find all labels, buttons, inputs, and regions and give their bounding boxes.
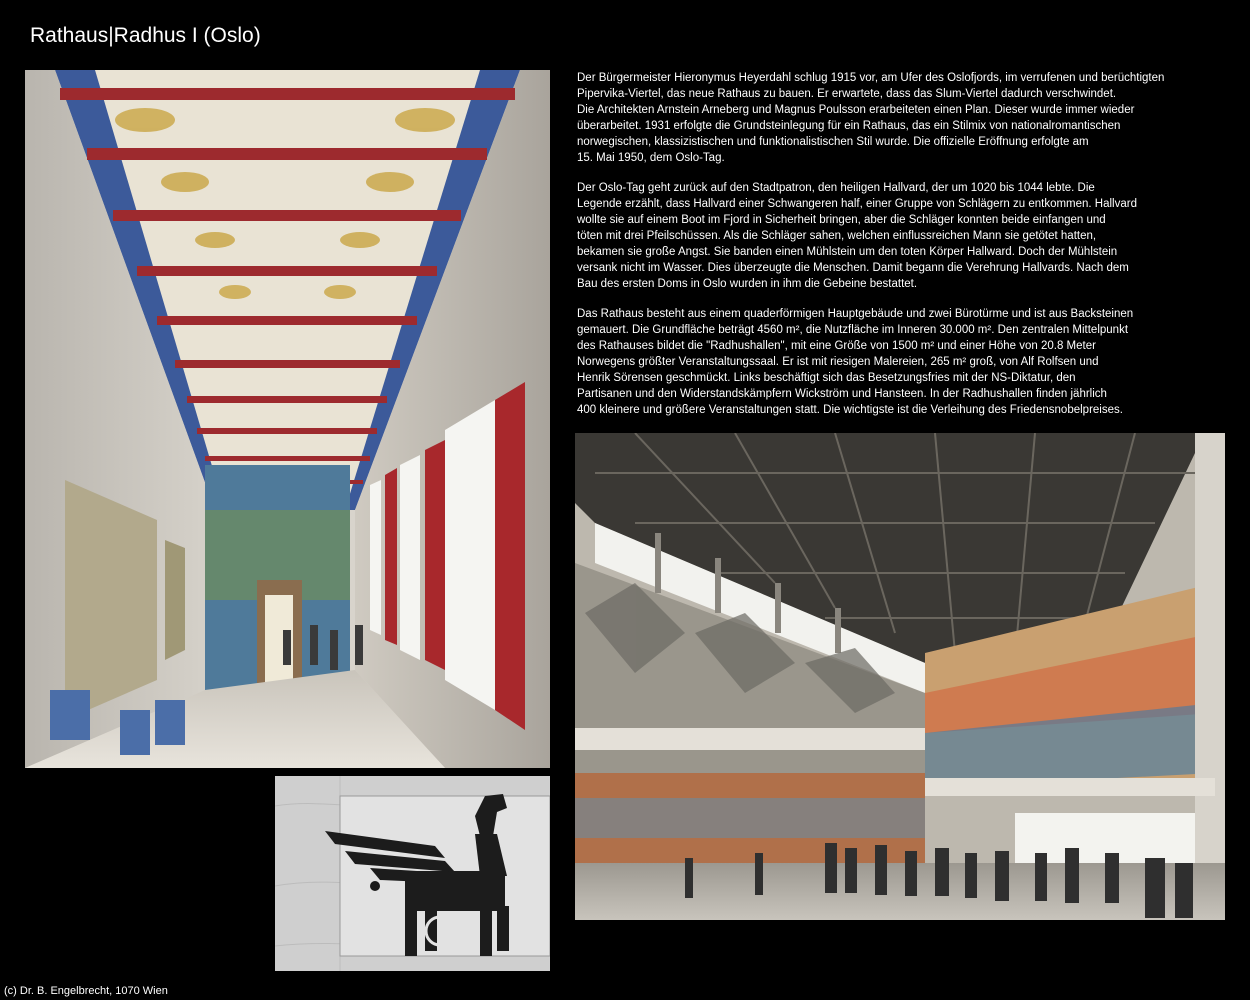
article-text bbox=[577, 70, 1217, 432]
photo-griffin-relief bbox=[275, 776, 550, 971]
copyright-footer: (c) Dr. B. Engelbrecht, 1070 Wien bbox=[4, 985, 168, 997]
photo-main-hall bbox=[575, 433, 1225, 920]
paragraph-history: Der Bürgermeister Hieronymus Heyerdahl schlug 1915 vor, am Ufer des Oslofjords, im verrufenen und berüchtigten Pipervika-Viertel, das neue Rathaus zu bauen. Er erwartete, dass das Slum-Viertel dadurch verschwindet. Die Architekten Arnstein Arneberg und Magnus Poulsson erarbeiteten einen Plan. Dieser wurde immer wieder überarbeitet. 1931 erfolgte die Grundsteinlegung für ein Rathaus, das ein Stilmix von nationalromantischen norwegischen, klassizistischen und funktionalistischen Stil wurde. Die offizielle Eröffnung erfolgte am 15. Mai 1950, dem Oslo-Tag. bbox=[577, 72, 1165, 164]
paragraph-building: Das Rathaus besteht aus einem quaderförmigen Hauptgebäude und zwei Bürotürme und ist aus Backsteinen gemauert. Die Grundfläche beträgt 4560 m², die Nutzfläche im Inneren 30.000 m². Den zentralen Mittelpunkt des Rathauses bildet die "Radhushallen", mit eine Größe von 1500 m² und einer Höhe von 20.8 Meter Norwegens größter Veranstaltungssaal. Er ist mit riesigen Malereien, 265 m² groß, von Alf Rolfsen und Henrik Sörensen geschmückt. Links beschäftigt sich das Besetzungsfries mit der NS-Diktatur, den Partisanen und den Widerstandskämpfern Wickström und Hansteen. In der Radhushallen finden jährlich 400 kleinere und größere Veranstaltungen statt. Die wichtigste ist die Verleihung des Friedensnobelpreises. bbox=[577, 308, 1134, 416]
page-title: Rathaus|Radhus I (Oslo) bbox=[30, 24, 261, 47]
paragraph-oslo-day: Der Oslo-Tag geht zurück auf den Stadtpatron, den heiligen Hallvard, der um 1020 bis 1044 lebte. Die Legende erzählt, dass Hallvard einer Schwangeren half, einer Gruppe von Schlägern zu entkommen. Hallvard wollte sie auf einem Boot im Fjord in Sicherheit bringen, aber die Schläger konnten beide einfangen und töten mit drei Pfeilschüssen. Als die Schläger sahen, welchen einflussreichen Mann sie getötet hatten, bekamen sie große Angst. Sie banden einen Mühlstein um den toten Körper Hallward. Doch der Mühlstein versank nicht im Wasser. Dies überzeugte die Menschen. Damit begann die Verehrung Hallvards. Nach dem Bau des ersten Doms in Oslo wurden in ihm die Gebeine bestattet. bbox=[577, 182, 1137, 290]
photo-gallery-hall bbox=[25, 70, 550, 768]
